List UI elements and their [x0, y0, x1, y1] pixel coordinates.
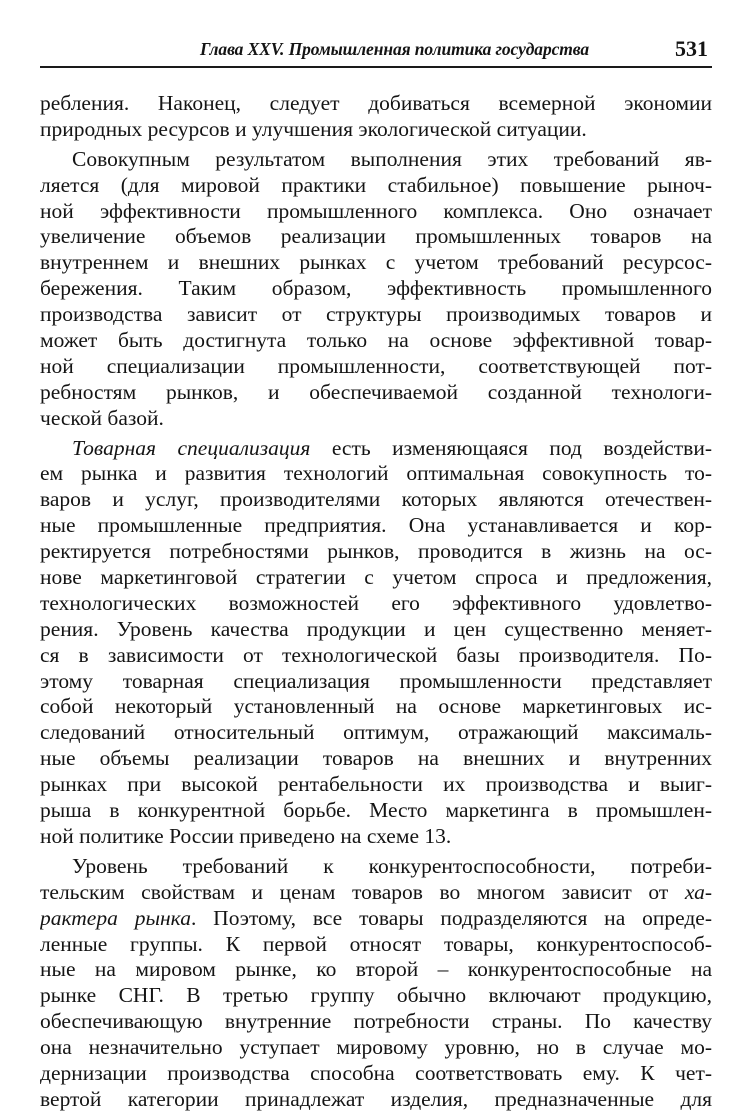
text-line: ной политике России приведено на схеме 13. — [40, 823, 452, 848]
text-line: ляется (для мировой практики стабильное) повышение рыноч- — [40, 172, 712, 197]
text-fragment: . Поэтому, все товары подразделяются на опреде- — [190, 905, 712, 930]
text-line: ребления. Наконец, следует добиваться всемерной экономии — [40, 91, 712, 115]
text-line: рынке СНГ. В третью группу обычно включают продукцию, — [40, 983, 712, 1008]
term-product-specialization: Товарная специализация — [72, 435, 311, 460]
text-line: Совокупным результатом выполнения этих требований яв- — [72, 146, 712, 171]
text-line: ной эффективности промышленного комплекса. Оно означает — [40, 198, 712, 223]
text-line: ные промышленные предприятия. Она устанавливается и кор- — [40, 513, 712, 538]
text-line: следований относительный оптимум, отражающий максималь- — [40, 720, 712, 745]
term-market-character-part2: рактера рынка — [40, 905, 191, 930]
text-line: обеспечивающую внутренние потребности страны. По качеству — [40, 1009, 712, 1034]
text-line: ческой базой. — [40, 405, 164, 430]
text-line: рыша в конкурентной борьбе. Место маркетинга в промышлен- — [40, 798, 712, 823]
text-line: ем рынка и развития технологий оптимальная совокупность то- — [40, 461, 712, 486]
text-line: ся в зависимости от технологической базы производителя. По- — [40, 642, 712, 667]
text-line — [40, 906, 712, 932]
text-line: варов и услуг, производителями которых являются отечествен- — [40, 487, 712, 512]
term-market-character-part1: ха- — [684, 879, 712, 904]
text-line: увеличение объемов реализации промышленных товаров на — [40, 224, 712, 249]
text-line: дернизации производства способна соответствовать ему. К чет- — [40, 1060, 712, 1085]
text-line: природных ресурсов и улучшения экологической ситуации. — [40, 116, 587, 141]
text-line: бережения. Таким образом, эффективность промышленного — [40, 276, 712, 301]
running-header — [40, 30, 712, 68]
text-line: ребностям рынков, и обеспечиваемой созданной технологи- — [40, 379, 712, 404]
text-line: производства зависит от структуры производимых товаров и — [40, 302, 712, 327]
text-line: собой некоторый установленный на основе маркетинговых ис- — [40, 694, 712, 719]
text-line: ной специализации промышленности, соответствующей пот- — [40, 353, 712, 378]
text-line: может быть достигнута только на основе эффективной товар- — [40, 328, 712, 353]
page-number: 531 — [675, 36, 708, 61]
text-fragment: тельским свойствам и ценам товаров во многом зависит от — [40, 879, 685, 904]
text-line: она незначительно уступает мировому уровню, но в случае мо- — [40, 1035, 712, 1060]
text-line: этому товарная специализация промышленности представляет — [40, 668, 712, 693]
text-line: нове маркетинговой стратегии с учетом спроса и предложения, — [40, 565, 712, 590]
text-line: ные объемы реализации товаров на внешних и внутренних — [40, 746, 712, 771]
text-fragment: есть изменяющаяся под воздействи- — [310, 435, 712, 460]
text-line: ленные группы. К первой относят товары, конкурентоспособ- — [40, 931, 712, 956]
chapter-title: Глава XXV. Промышленная политика государства — [200, 39, 590, 59]
text-line: рынках при высокой рентабельности их производства и выиг- — [40, 772, 712, 797]
text-line: ные на мировом рынке, ко второй – конкурентоспособные на — [40, 957, 712, 982]
text-line — [40, 436, 712, 462]
body-text — [40, 91, 712, 1113]
text-line: рения. Уровень качества продукции и цен существенно меняет- — [40, 616, 712, 641]
text-line: вертой категории принадлежат изделия, предназначенные для — [40, 1086, 712, 1111]
text-line: Уровень требований к конкурентоспособности, потреби- — [72, 853, 712, 878]
text-line: внутреннем и внешних рынках с учетом требований ресурсос- — [40, 250, 712, 275]
text-line: технологических возможностей его эффективного удовлетво- — [40, 590, 712, 615]
text-line: ректируется потребностями рынков, проводится в жизнь на ос- — [40, 539, 712, 564]
text-line — [40, 880, 712, 906]
